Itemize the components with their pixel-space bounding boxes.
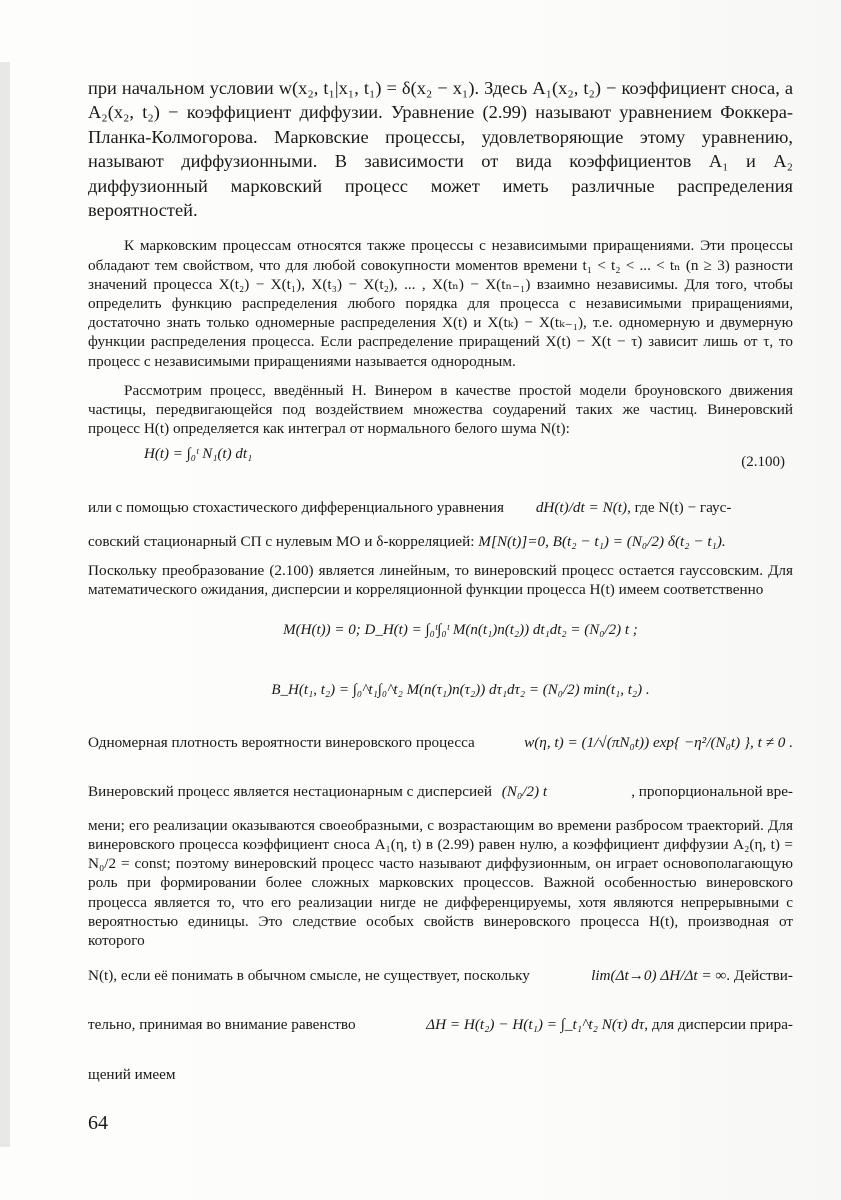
page-number: 64 <box>88 1112 108 1134</box>
equation-correlation: M[N(t)]=0, B(t₂ − t₁) = (N₀/2) δ(t₂ − t₁). <box>478 532 726 550</box>
paragraph-density <box>88 733 793 752</box>
equation-variance: (N₀/2) t <box>501 783 548 801</box>
paragraph-delta-correlation <box>88 532 793 551</box>
increment-tail: , для дисперсии прира- <box>644 1016 793 1034</box>
equation-increment: ΔH = H(t₂) − H(t₁) = ∫_t₁^t₂ N(τ) dτ <box>426 1016 645 1034</box>
paragraph-nonstationary-head <box>88 782 793 801</box>
paragraph-limit <box>88 966 793 985</box>
sde-text: или с помощью стохастического дифференциального уравнения <box>88 499 505 517</box>
paragraph-nonstationary-body: мени; его реализации оказываются своеобразными, с возрастающим во времени разбросом траекторий. Для винеровского процесса коэффициент сноса A₁(η, t) в (2.99) равен нулю, а коэффициент диффузии A₂(η, t) = N₀/2 = const; поэтому винеровский процесс часто называют диффузионным, он играет основополагающую роль при формировании более сложных марковских процессов. Важной особенностью винеровского процесса является то, что его реализации нигде не дифференцируемы, хотя являются непрерывными с вероятностью единицы. Это следствие особых свойств винеровского процесса H(t), производная от которого <box>88 816 793 949</box>
limit-text: N(t), если её понимать в обычном смысле, не существует, поскольку <box>88 967 530 985</box>
correlation-text: совский стационарный СП с нулевым МО и δ-корреляцией: <box>88 532 475 550</box>
equation-limit: lim(Δt→0) ΔH/Δt = ∞ <box>591 967 727 985</box>
limit-tail: . Действи- <box>726 967 793 985</box>
nonstationary-text: Винеровский процесс является нестационарным с дисперсией <box>88 783 492 801</box>
equation-2-100: H(t) = ∫₀ᵗ N₁(t) dt₁ <box>144 446 253 463</box>
equation-correlation-function: B_H(t₁, t₂) = ∫₀^t₁∫₀^t₂ M(n(τ₁)n(τ₂)) dτ₁dτ₂ = (N₀/2) min(t₁, t₂) . <box>271 682 650 699</box>
increment-text: тельно, принимая во внимание равенство <box>88 1016 356 1034</box>
equation-correlation-function-block <box>88 677 793 703</box>
paragraph-increments-end: щений имеем <box>88 1065 176 1083</box>
paragraph-gaussian: Поскольку преобразование (2.100) является линейным, то винеровский процесс остается гауссовским. Для математического ожидания, дисперсии и корреляционной функции процесса H(t) имеем соответственно <box>88 561 793 599</box>
equation-2-100-row <box>88 438 793 492</box>
paragraph-increment <box>88 1015 793 1034</box>
equation-moments-block <box>88 617 793 643</box>
density-text: Одномерная плотность вероятности винеровского процесса <box>88 734 475 752</box>
paragraph-sde <box>88 498 793 517</box>
paragraph-wiener-intro: Рассмотрим процесс, введённый Н. Винером в качестве простой модели броуновского движения частицы, передвигающейся под воздействием множества соударений таких же частиц. Винеровский процесс H(t) определяется как интеграл от нормального белого шума N(t): <box>88 381 793 438</box>
page-body <box>88 76 793 1084</box>
nonstationary-tail: , пропорциональной вре- <box>631 783 793 801</box>
equation-density: w(η, t) = (1/√(πN₀t)) exp{ −η²/(N₀t) }, t ≠ 0 . <box>524 734 793 752</box>
equation-number: (2.100) <box>741 454 785 471</box>
equation-moments: M(H(t)) = 0; D_H(t) = ∫₀ᵗ∫₀ᵗ M(n(t₁)n(t₂)) dt₁dt₂ = (N₀/2) t ; <box>283 622 638 639</box>
paragraph-fokker-planck: при начальном условии w(x₂, t₁|x₁, t₁) = δ(x₂ − x₁). Здесь A₁(x₂, t₂) − коэффициент сноса, а A₂(x₂, t₂) − коэффициент диффузии. Уравнение (2.99) называют уравнением Фоккера-Планка-Колмогорова. Марковские процессы, удовлетворяющие этому уравнению, называют диффузионными. В зависимости от вида коэффициентов A₁ и A₂ диффузионный марковский процесс может иметь различные распределения вероятностей. <box>88 78 793 221</box>
scan-margin-shadow <box>0 62 10 1147</box>
equation-sde: dH(t)/dt = N(t) <box>535 499 628 517</box>
sde-tail: , где N(t) − гаус- <box>627 499 732 517</box>
paragraph-independent-increments: К марковским процессам относятся также процессы с независимыми приращениями. Эти процессы обладают тем свойством, что для любой совокупности моментов времени t₁ < t₂ < ... < tₙ (n ≥ 3) разности значений процесса X(t₂) − X(t₁), X(t₃) − X(t₂), ... , X(tₙ) − X(tₙ₋₁) взаимно независимы. Для того, чтобы определить функцию распределения любого порядка для процесса с независимыми приращениями, достаточно знать только одномерные распределения X(t) и X(tₖ) − X(tₖ₋₁), т.е. одномерную и двумерную функции распределения процесса. Если распределение приращений X(t) − X(t − τ) зависит лишь от τ, то процесс с независимыми приращениями называется однородным. <box>88 237 793 370</box>
